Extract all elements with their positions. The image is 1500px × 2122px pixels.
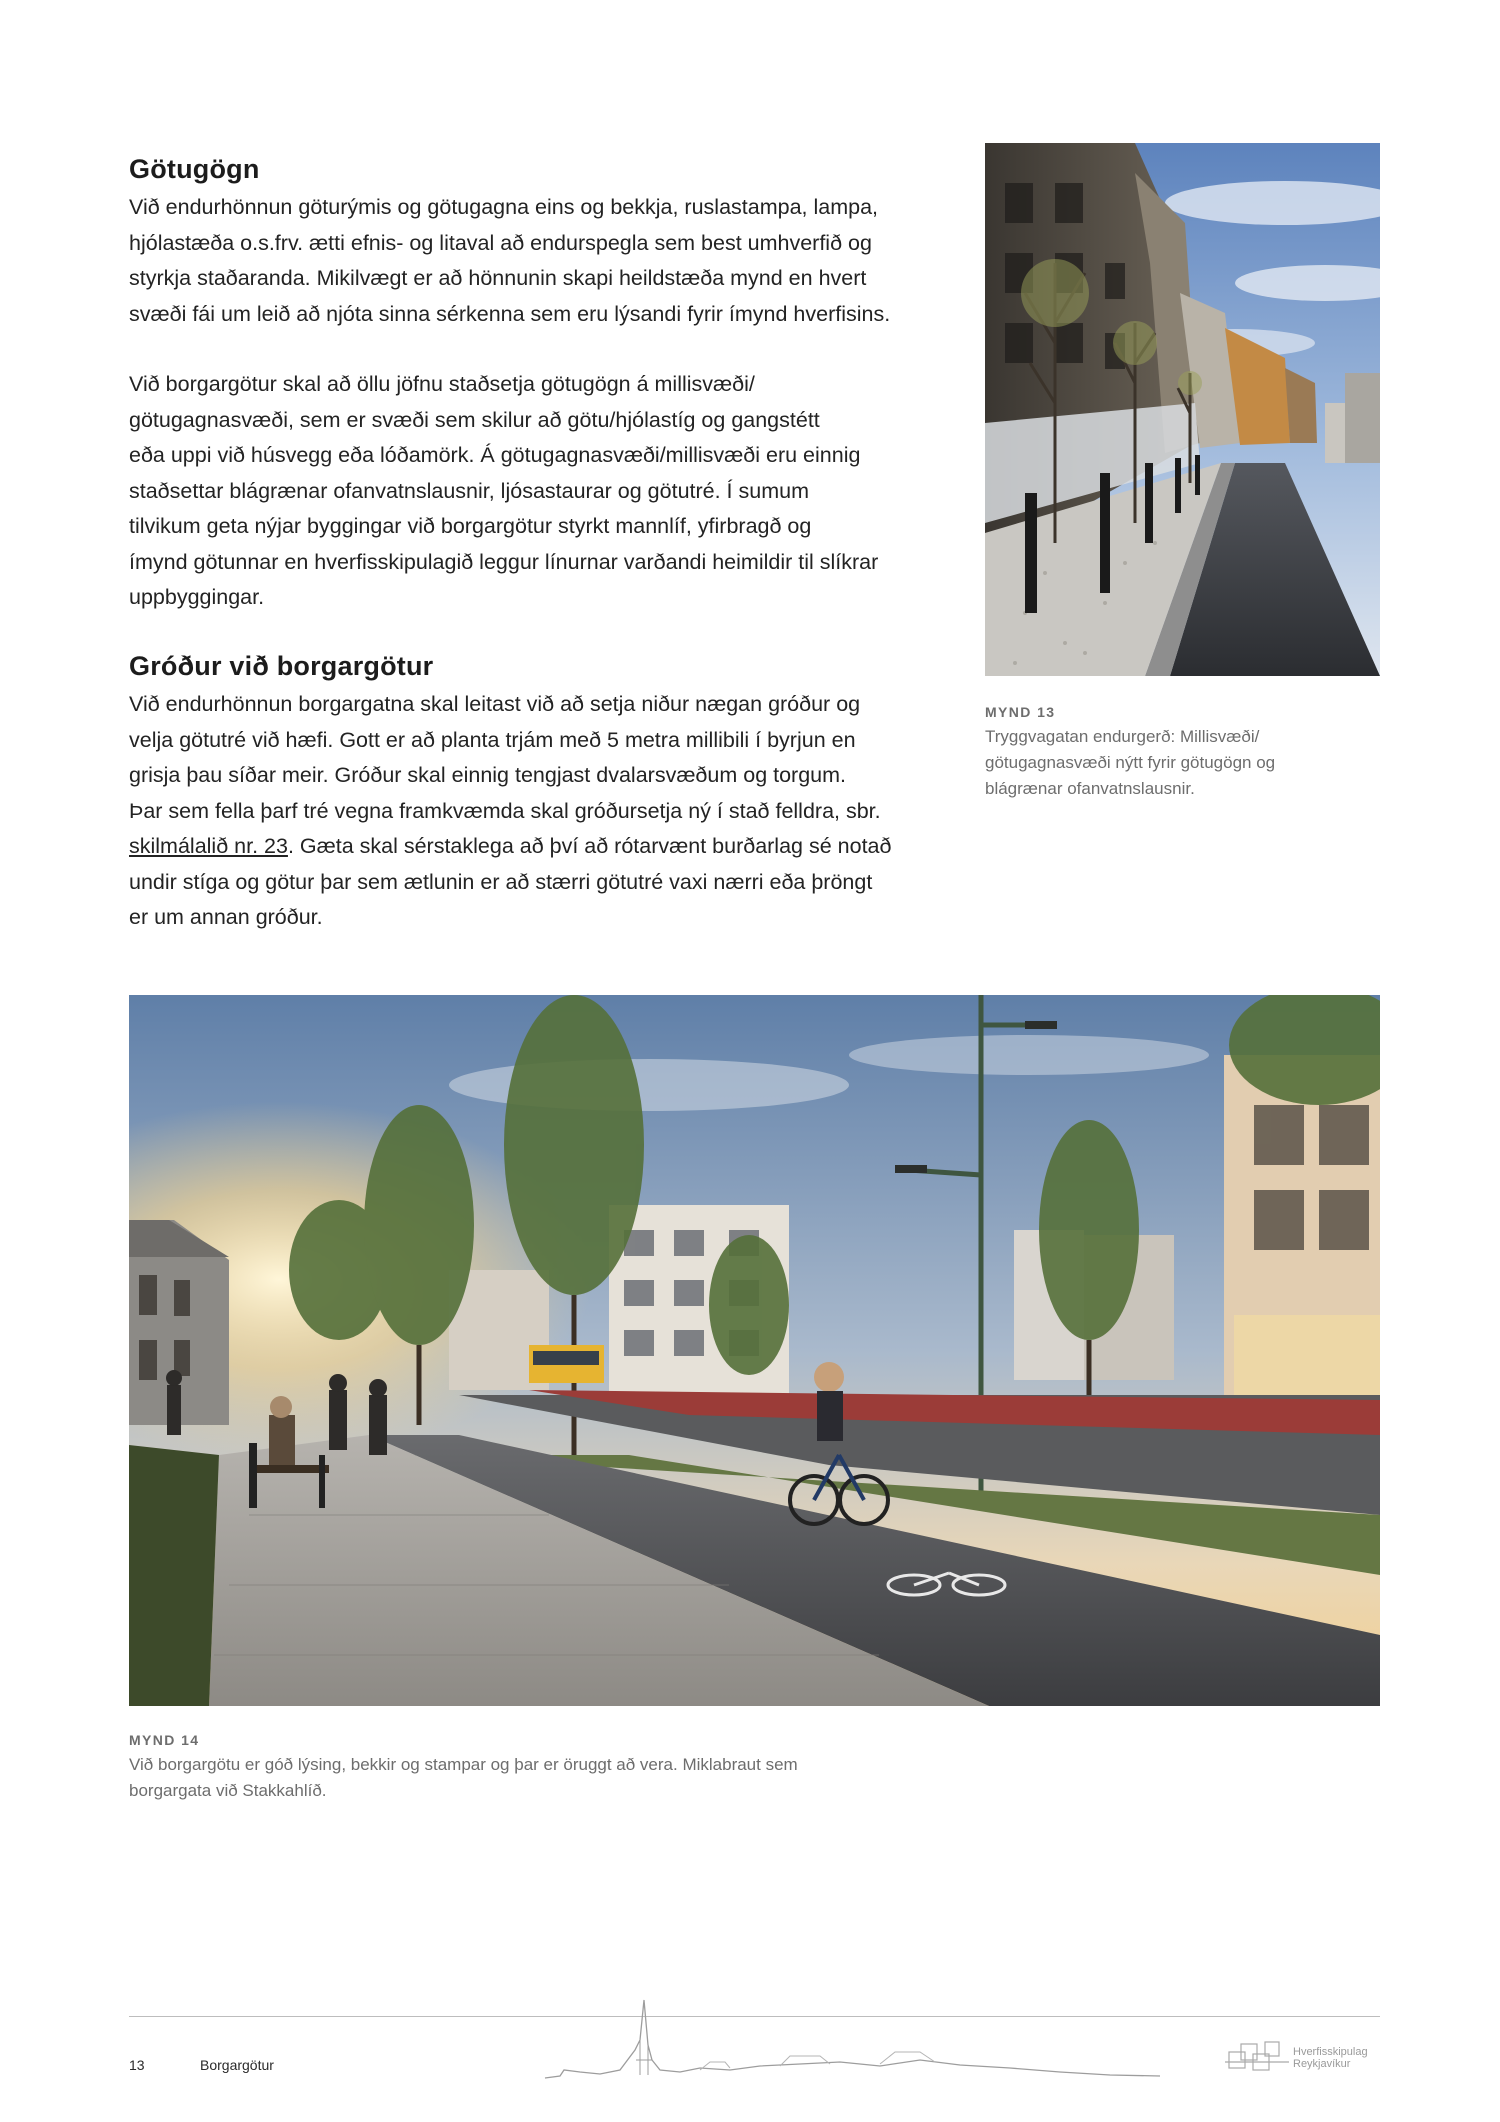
link-skilmalalid-23[interactable]: skilmálalið nr. 23: [129, 834, 288, 858]
heading-grodur: Gróður við borgargötur: [129, 651, 434, 681]
skyline-drawing: [540, 1990, 1170, 2085]
logo-line: Hverfisskipulag: [1293, 2046, 1368, 2058]
photo-tryggvagata: [985, 143, 1380, 676]
heading-gotugogn: Götugögn: [129, 154, 260, 184]
logo-mark-icon: [1225, 2038, 1291, 2078]
text-line: er um annan gróður.: [129, 905, 323, 929]
figure13-label: MYND 13: [985, 704, 1056, 720]
page-number: 13: [129, 2057, 145, 2073]
logo-line: Reykjavíkur: [1293, 2058, 1351, 2070]
text-line: Við endurhönnun göturýmis og götugagna eins og bekkja, ruslastampa, lampa,: [129, 195, 879, 219]
figure14-label: MYND 14: [129, 1732, 200, 1748]
text-line: Við borgargötur skal að öllu jöfnu staðsetja götugögn á millisvæði/: [129, 372, 755, 396]
caption-line: Tryggvagatan endurgerð: Millisvæði/: [985, 727, 1260, 746]
text-line: Þar sem fella þarf tré vegna framkvæmda skal gróðursetja ný í stað felldra, sbr.: [129, 798, 881, 823]
caption-line: Við borgargötu er góð lýsing, bekkir og stampar og þar er öruggt að vera. Miklabraut sem: [129, 1755, 798, 1774]
figure14-caption: [129, 1752, 1029, 1804]
caption-line: götugagnasvæði nýtt fyrir götugögn og: [985, 753, 1276, 772]
text-line: ímynd götunnar en hverfisskipulagið leggur línurnar varðandi heimildir til slíkrar: [129, 549, 879, 574]
paragraph-gotugogn-2: [129, 367, 959, 616]
text-line: svæði fái um leið að njóta sinna sérkenna sem eru lýsandi fyrir ímynd hverfisins.: [129, 301, 891, 326]
caption-line: borgargata við Stakkahlíð.: [129, 1781, 327, 1800]
logo-hverfisskipulag: [1225, 2036, 1380, 2080]
text-line: uppbyggingar.: [129, 585, 265, 609]
text-line: undir stíga og götur þar sem ætlunin er að stærri götutré vaxi nærri eða þröngt: [129, 869, 873, 894]
text-line: tilvikum geta nýjar byggingar við borgargötur styrkt mannlíf, yfirbragð og: [129, 514, 812, 538]
footer-section-title: Borgargötur: [200, 2057, 274, 2073]
caption-line: blágrænar ofanvatnslausnir.: [985, 779, 1195, 798]
figure13-caption: [985, 724, 1380, 802]
text-line: velja götutré við hæfi. Gott er að planta trjám með 5 metra millibili í byrjun en: [129, 727, 856, 752]
text-line: hjólastæða o.s.frv. ætti efnis- og litaval að endurspegla sem best umhverfið og: [129, 230, 872, 255]
text-line: staðsettar blágrænar ofanvatnslausnir, ljósastaurar og götutré. Í sumum: [129, 478, 809, 503]
text-line: styrkja staðaranda. Mikilvægt er að hönnunin skapi heildstæða mynd en hvert: [129, 266, 867, 290]
text-line: Við endurhönnun borgargatna skal leitast við að setja niður nægan gróður og: [129, 692, 861, 716]
street-photo-illustration: [985, 143, 1380, 676]
text-line: götugagnasvæði, sem er svæði sem skilur að götu/hjólastíg og gangstétt: [129, 407, 820, 432]
paragraph-grodur: [129, 687, 959, 936]
text-line: grisja þau síðar meir. Gróður skal einnig tengjast dvalarsvæðum og torgum.: [129, 763, 847, 787]
text-line: [129, 829, 959, 865]
link-after-text: . Gæta skal sérstaklega að því að rótarvænt burðarlag sé notað: [287, 834, 892, 858]
text-line: eða uppi við húsvegg eða lóðamörk. Á götugagnasvæði/millisvæði eru einnig: [129, 443, 861, 467]
photo-miklabraut-rendering: [129, 995, 1380, 1706]
logo-text: [1293, 2046, 1368, 2070]
paragraph-gotugogn-1: [129, 190, 959, 332]
street-rendering-illustration: [129, 995, 1380, 1706]
